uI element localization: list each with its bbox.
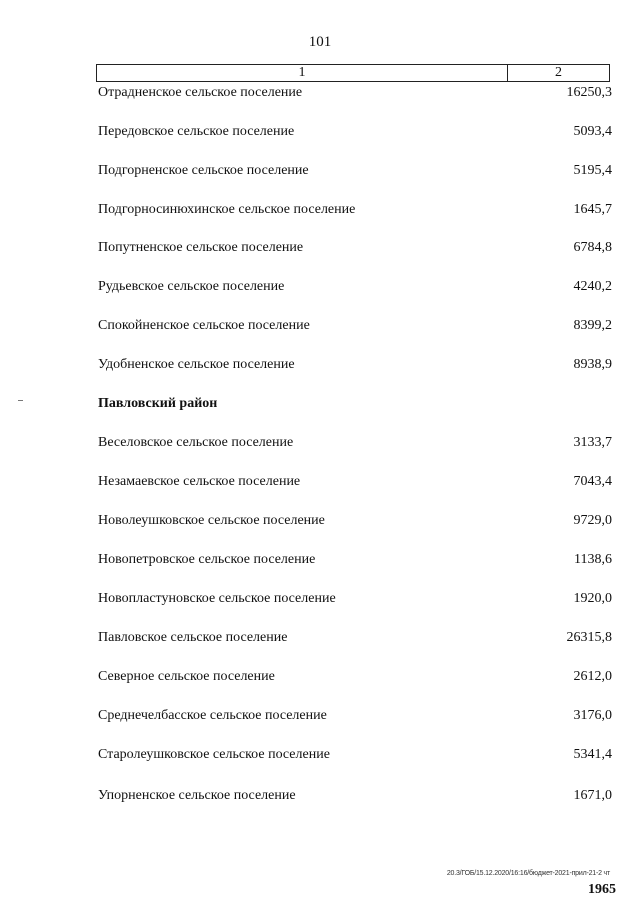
table-row bbox=[98, 435, 612, 451]
settlement-name: Подгорносинюхинское сельское поселение bbox=[98, 202, 356, 217]
settlement-name: Новолеушковское сельское поселение bbox=[98, 513, 325, 528]
table-row bbox=[98, 591, 612, 607]
footer-document-code: 20.3/ГОБ/15.12.2020/16:16/бюджет-2021-прил-21-2 чт bbox=[446, 870, 610, 877]
footer-page-number: 1965 bbox=[588, 882, 616, 897]
settlement-value: 5195,4 bbox=[573, 163, 612, 178]
settlement-name: Павловское сельское поселение bbox=[98, 630, 288, 645]
table-row bbox=[98, 788, 612, 804]
settlement-value: 1671,0 bbox=[573, 788, 612, 803]
settlement-value: 16250,3 bbox=[566, 85, 612, 100]
table-row bbox=[98, 513, 612, 529]
settlement-name: Незамаевское сельское поселение bbox=[98, 474, 301, 489]
table-body bbox=[98, 0, 612, 905]
settlement-name: Новопетровское сельское поселение bbox=[98, 552, 316, 567]
settlement-value: 1645,7 bbox=[573, 202, 612, 217]
settlement-value: 2612,0 bbox=[573, 669, 612, 684]
settlement-name: Веселовское сельское поселение bbox=[98, 435, 294, 450]
table-row bbox=[98, 85, 612, 101]
settlement-value: 1920,0 bbox=[573, 591, 612, 606]
district-name: Павловский район bbox=[98, 396, 218, 411]
settlement-value: 8938,9 bbox=[573, 357, 612, 372]
table-row bbox=[98, 552, 612, 568]
page-number: 101 bbox=[308, 34, 332, 50]
table-row bbox=[98, 747, 612, 763]
settlement-value: 3133,7 bbox=[573, 435, 612, 450]
settlement-name: Среднечелбасское сельское поселение bbox=[98, 708, 327, 723]
settlement-name: Старолеушковское сельское поселение bbox=[98, 747, 330, 762]
table-row bbox=[98, 163, 612, 179]
settlement-value: 1138,6 bbox=[574, 552, 612, 567]
settlement-name: Спокойненское сельское поселение bbox=[98, 318, 310, 333]
settlement-value: 5093,4 bbox=[573, 124, 612, 139]
settlement-name: Попутненское сельское поселение bbox=[98, 240, 304, 255]
settlement-value: 7043,4 bbox=[573, 474, 612, 489]
table-row bbox=[98, 318, 612, 334]
district-heading bbox=[98, 396, 612, 412]
column-header-2: 2 bbox=[555, 65, 562, 80]
settlement-name: Северное сельское поселение bbox=[98, 669, 275, 684]
table-row bbox=[98, 669, 612, 685]
table-row bbox=[98, 474, 612, 490]
table-row bbox=[98, 708, 612, 724]
settlement-value: 26315,8 bbox=[566, 630, 612, 645]
settlement-value: 5341,4 bbox=[573, 747, 612, 762]
scan-artifact bbox=[18, 400, 23, 401]
settlement-name: Новопластуновское сельское поселение bbox=[98, 591, 336, 606]
table-row bbox=[98, 202, 612, 218]
settlement-value: 8399,2 bbox=[573, 318, 612, 333]
table-row bbox=[98, 357, 612, 373]
settlement-name: Удобненское сельское поселение bbox=[98, 357, 295, 372]
table-row bbox=[98, 240, 612, 256]
settlement-value: 3176,0 bbox=[573, 708, 612, 723]
settlement-name: Упорненское сельское поселение bbox=[98, 788, 296, 803]
settlement-value: 6784,8 bbox=[573, 240, 612, 255]
table-row bbox=[98, 630, 612, 646]
table-row bbox=[98, 279, 612, 295]
settlement-name: Рудьевское сельское поселение bbox=[98, 279, 285, 294]
column-header-1: 1 bbox=[97, 65, 508, 81]
settlement-value: 9729,0 bbox=[573, 513, 612, 528]
settlement-value: 4240,2 bbox=[573, 279, 612, 294]
settlement-name: Отрадненское сельское поселение bbox=[98, 85, 303, 100]
table-row bbox=[98, 124, 612, 140]
settlement-name: Подгорненское сельское поселение bbox=[98, 163, 309, 178]
settlement-name: Передовское сельское поселение bbox=[98, 124, 295, 139]
